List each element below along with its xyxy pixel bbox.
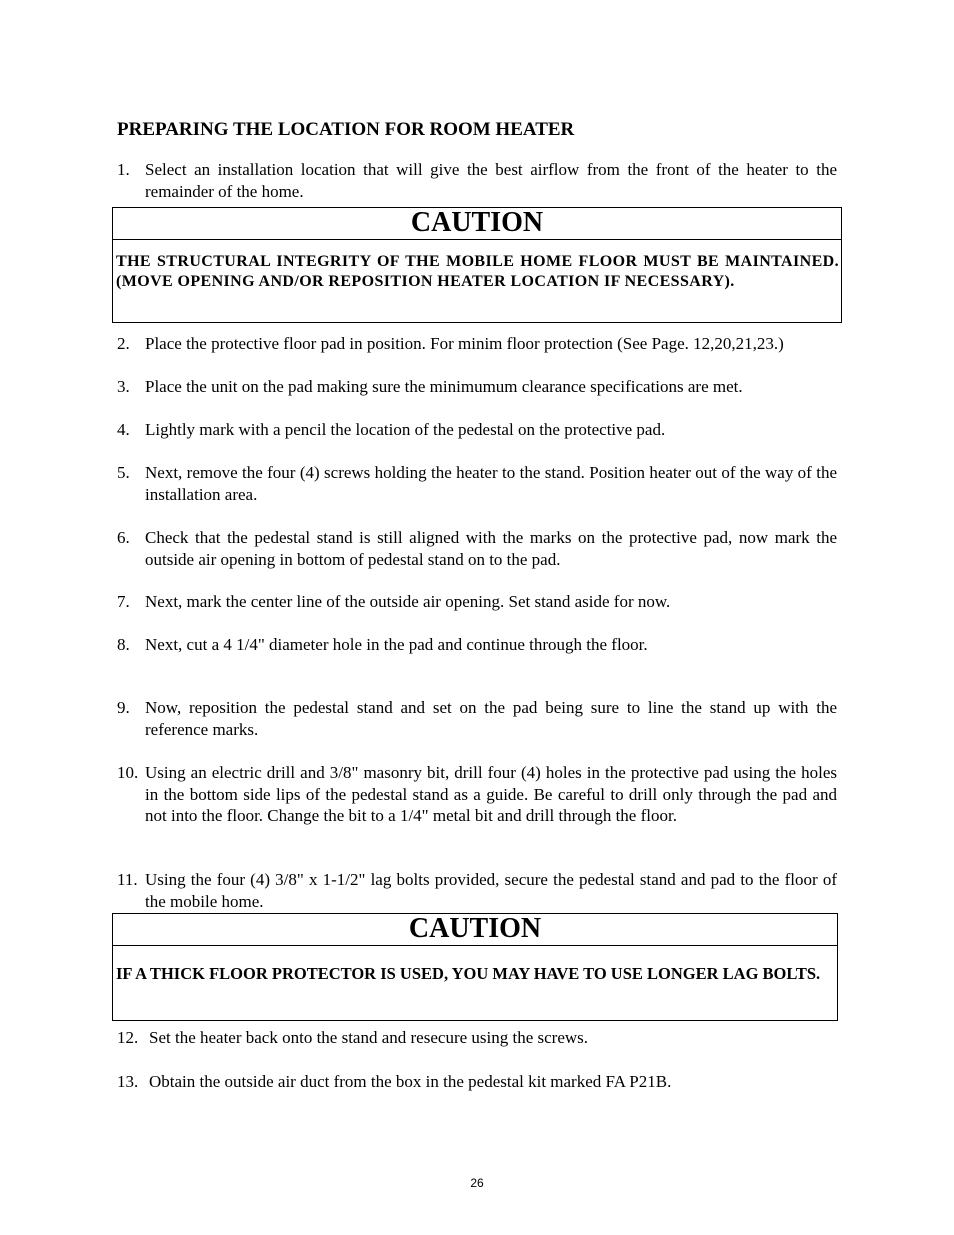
step-3 [117,376,837,398]
step-text: Set the heater back onto the stand and resecure using the screws. [149,1028,589,1047]
step-number: 10. [117,763,139,782]
page-number: 26 [470,1176,484,1190]
caution-text: IF A THICK FLOOR PROTECTOR IS USED, YOU MAY HAVE TO USE LONGER LAG BOLTS. [116,964,821,983]
step-9 [117,697,837,740]
step-2 [117,333,837,355]
step-5 [117,462,837,505]
step-text: Place the protective floor pad in position. For minim floor protection (See Page. 12,20,21,23.) [145,334,784,353]
step-10 [117,762,837,827]
step-number: 12. [117,1028,139,1047]
step-11 [117,869,837,912]
step-text: Lightly mark with a pencil the location of the pedestal on the protective pad. [145,420,666,439]
step-number: 4. [117,420,130,439]
step-text: Check that the pedestal stand is still aligned with the marks on the protective pad, now mark the outside air opening in bottom of pedestal stand on to the pad. [145,528,837,569]
step-number: 13. [117,1072,139,1091]
caution-text: THE STRUCTURAL INTEGRITY OF THE MOBILE HOME FLOOR MUST BE MAINTAINED. (MOVE OPENING AND/OR REPOSITION HEATER LOCATION IF NECESSARY). [116,253,839,290]
step-text: Next, mark the center line of the outside air opening. Set stand aside for now. [145,592,671,611]
step-12 [117,1027,837,1049]
step-text: Next, remove the four (4) screws holding the heater to the stand. Position heater out of the way of the installation area. [145,463,837,504]
step-number: 5. [117,463,130,482]
step-1 [117,159,837,202]
step-8 [117,634,837,656]
section-heading: PREPARING THE LOCATION FOR ROOM HEATER [117,119,575,140]
step-number: 11. [117,870,138,889]
caution-title: CAUTION [113,914,837,946]
step-text: Place the unit on the pad making sure the minimumum clearance specifications are met. [145,377,743,396]
step-4 [117,419,837,441]
step-text: Now, reposition the pedestal stand and set on the pad being sure to line the stand up with the reference marks. [145,698,837,739]
step-number: 8. [117,635,130,654]
step-number: 7. [117,592,130,611]
caution-box-lag-bolts [112,913,838,1021]
caution-title: CAUTION [113,208,841,240]
step-7 [117,591,837,613]
step-6 [117,527,837,570]
caution-box-structural [112,207,842,323]
step-text: Next, cut a 4 1/4" diameter hole in the pad and continue through the floor. [145,635,648,654]
step-number: 6. [117,528,130,547]
step-text: Select an installation location that will give the best airflow from the front of the heater to the remainder of the home. [145,160,837,201]
step-text: Obtain the outside air duct from the box in the pedestal kit marked FA P21B. [149,1072,672,1091]
step-text: Using an electric drill and 3/8" masonry bit, drill four (4) holes in the protective pad using the holes in the bottom side lips of the pedestal stand as a guide. Be careful to drill only through the pad and not into the floor. Change the bit to a 1/4" metal bit and drill through the floor. [145,763,837,825]
step-number: 2. [117,334,130,353]
step-number: 1. [117,160,130,179]
step-number: 9. [117,698,130,717]
step-13 [117,1071,837,1093]
step-text: Using the four (4) 3/8" x 1-1/2" lag bolts provided, secure the pedestal stand and pad to the floor of the mobile home. [145,870,837,911]
step-number: 3. [117,377,130,396]
